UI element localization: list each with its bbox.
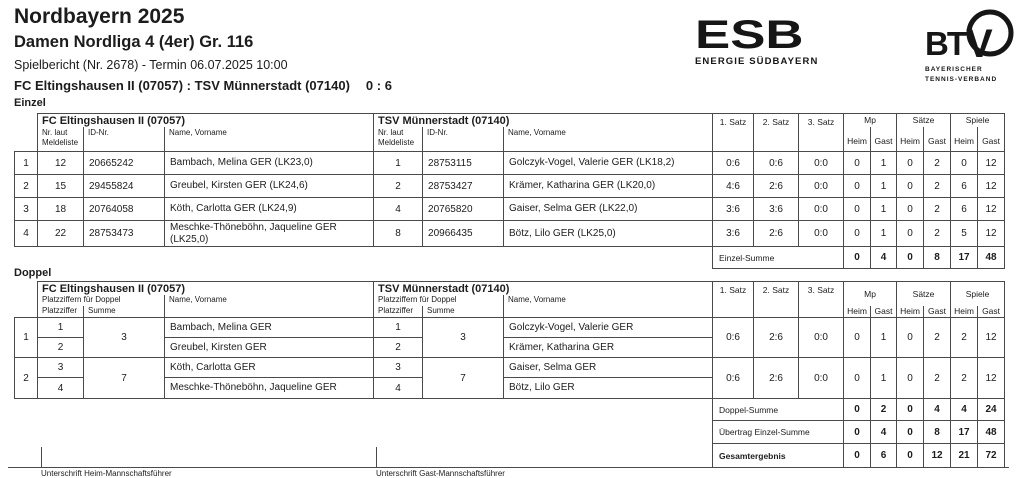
satz3-score: 0:0 (799, 152, 844, 175)
summe-mp-heim: 0 (844, 399, 871, 421)
page-title: Nordbayern 2025 (14, 5, 185, 28)
home-player: Bambach, Melina GER (LK23,0) (165, 152, 374, 175)
summe-mp-heim: 0 (844, 247, 871, 269)
mp-gast: 1 (871, 152, 897, 175)
guest-nr: 4 (374, 198, 423, 221)
col-mp-gast: Gast (871, 127, 897, 152)
signature-tick-guest (376, 447, 377, 467)
col-satz3: 3. Satz (799, 114, 844, 152)
satz1-score: 0:6 (713, 318, 754, 358)
satz3-score: 0:0 (799, 198, 844, 221)
uebertrag-mp-gast: 4 (871, 421, 897, 444)
home-platzziffer: 4 (38, 378, 84, 399)
col-spiele-heim: Heim (951, 306, 978, 318)
einzel-row-4 (15, 221, 1005, 247)
col-saetze-heim: Heim (897, 127, 924, 152)
uebertrag-spiele-gast: 48 (978, 421, 1005, 444)
home-nr: 12 (38, 152, 84, 175)
summe-mp-gast: 2 (871, 399, 897, 421)
col-mp: Mp (844, 114, 897, 127)
col-home-summe: Summe (84, 306, 165, 318)
gesamtergebnis-row (15, 444, 1005, 468)
esb-logo-text: ESB (695, 13, 804, 57)
guest-nr: 1 (374, 152, 423, 175)
uebertrag-spiele-heim: 17 (951, 421, 978, 444)
gesamtergebnis-label: Gesamtergebnis (713, 444, 844, 468)
guest-player: Gaiser, Selma GER (504, 358, 713, 378)
einzel-row-3 (15, 198, 1005, 221)
home-summe: 7 (84, 358, 165, 399)
col-home-id: ID-Nr. (84, 127, 165, 152)
col-mp: Mp (844, 282, 897, 306)
doppel-pos: 1 (15, 318, 38, 358)
satz2-score: 2:6 (754, 221, 799, 247)
einzel-table (14, 113, 1005, 269)
uebertrag-row (15, 421, 1005, 444)
satz3-score: 0:0 (799, 358, 844, 399)
doppel-home-club: FC Eltingshausen II (07057) (38, 282, 374, 295)
spiele-gast: 12 (978, 198, 1005, 221)
einzel-club-header-row (15, 114, 1005, 127)
col-spiele: Spiele (951, 282, 1005, 306)
saetze-gast: 2 (924, 175, 951, 198)
mp-gast: 1 (871, 221, 897, 247)
spiele-heim: 2 (951, 358, 978, 399)
spiele-heim: 2 (951, 318, 978, 358)
guest-id: 28753115 (423, 152, 504, 175)
match-result-line (14, 78, 392, 93)
uebertrag-label: Übertrag Einzel-Summe (713, 421, 844, 444)
col-mp-heim: Heim (844, 127, 871, 152)
guest-id: 20966435 (423, 221, 504, 247)
col-saetze: Sätze (897, 114, 951, 127)
saetze-heim: 0 (897, 358, 924, 399)
btv-logo (923, 6, 1023, 93)
match-score: 0 : 6 (365, 78, 392, 93)
guest-player: Gaiser, Selma GER (LK22,0) (504, 198, 713, 221)
guest-summe: 3 (423, 318, 504, 358)
guest-player: Krämer, Katharina GER (504, 338, 713, 358)
col-home-nr: Nr. laut Meldeliste (38, 127, 84, 152)
spiele-gast: 12 (978, 152, 1005, 175)
col-satz3: 3. Satz (799, 282, 844, 318)
satz2-score: 0:6 (754, 152, 799, 175)
guest-id: 20765820 (423, 198, 504, 221)
doppel-club-header-row (15, 282, 1005, 295)
home-player: Meschke-Thöneböhn, Jaqueline GER (165, 378, 374, 399)
col-guest-name: Name, Vorname (504, 295, 713, 318)
col-spiele-gast: Gast (978, 306, 1005, 318)
col-home-platzziffern: Platzziffern für Doppel (38, 295, 165, 306)
mp-gast: 1 (871, 198, 897, 221)
spiele-gast: 12 (978, 318, 1005, 358)
col-satz2: 2. Satz (754, 114, 799, 152)
gesamt-mp-gast: 6 (871, 444, 897, 468)
spiele-heim: 6 (951, 175, 978, 198)
einzel-summe-label: Einzel-Summe (713, 247, 844, 269)
col-guest-name: Name, Vorname (504, 127, 713, 152)
col-guest-nr: Nr. laut Meldeliste (374, 127, 423, 152)
doppel-1-row-a (15, 318, 1005, 338)
mp-heim: 0 (844, 358, 871, 399)
col-guest-id: ID-Nr. (423, 127, 504, 152)
home-nr: 18 (38, 198, 84, 221)
home-nr: 15 (38, 175, 84, 198)
satz1-score: 4:6 (713, 175, 754, 198)
home-id: 20764058 (84, 198, 165, 221)
home-player: Meschke-Thöneböhn, Jaqueline GER (LK25,0) (165, 221, 374, 247)
match-pos: 4 (15, 221, 38, 247)
satz2-score: 2:6 (754, 358, 799, 399)
saetze-heim: 0 (897, 318, 924, 358)
col-satz1: 1. Satz (713, 282, 754, 318)
spiele-heim: 6 (951, 198, 978, 221)
guest-player: Golczyk-Vogel, Valerie GER (504, 318, 713, 338)
signature-tick-home (41, 447, 42, 467)
guest-signature-label: Unterschrift Gast-Mannschaftsführer (376, 469, 505, 478)
col-mp-heim: Heim (844, 306, 871, 318)
col-saetze-gast: Gast (924, 127, 951, 152)
home-platzziffer: 2 (38, 338, 84, 358)
home-player: Greubel, Kirsten GER (165, 338, 374, 358)
satz2-score: 2:6 (754, 318, 799, 358)
col-home-name: Name, Vorname (165, 295, 374, 318)
einzel-row-2 (15, 175, 1005, 198)
mp-gast: 1 (871, 175, 897, 198)
col-mp-gast: Gast (871, 306, 897, 318)
saetze-heim: 0 (897, 198, 924, 221)
guest-summe: 7 (423, 358, 504, 399)
gesamt-spiele-gast: 72 (978, 444, 1005, 468)
mp-heim: 0 (844, 175, 871, 198)
mp-heim: 0 (844, 318, 871, 358)
home-player: Köth, Carlotta GER (LK24,9) (165, 198, 374, 221)
guest-platzziffer: 2 (374, 338, 423, 358)
signature-line (8, 467, 1009, 468)
col-home-platzziffer: Platzziffer (38, 306, 84, 318)
saetze-gast: 2 (924, 221, 951, 247)
mp-heim: 0 (844, 152, 871, 175)
satz1-score: 3:6 (713, 221, 754, 247)
summe-spiele-heim: 17 (951, 247, 978, 269)
gesamt-saetze-heim: 0 (897, 444, 924, 468)
guest-platzziffer: 4 (374, 378, 423, 399)
match-pos: 1 (15, 152, 38, 175)
report-info-line: Spielbericht (Nr. 2678) - Termin 06.07.2025 10:00 (14, 58, 288, 72)
satz1-score: 3:6 (713, 198, 754, 221)
match-pairing: FC Eltingshausen II (07057) : TSV Münnerstadt (07140) (14, 78, 350, 93)
col-saetze-heim: Heim (897, 306, 924, 318)
saetze-heim: 0 (897, 175, 924, 198)
home-summe: 3 (84, 318, 165, 358)
doppel-summe-row (15, 399, 1005, 421)
satz3-score: 0:0 (799, 175, 844, 198)
summe-mp-gast: 4 (871, 247, 897, 269)
einzel-guest-club: TSV Münnerstadt (07140) (374, 114, 713, 127)
einzel-home-club: FC Eltingshausen II (07057) (38, 114, 374, 127)
uebertrag-saetze-gast: 8 (924, 421, 951, 444)
col-guest-summe: Summe (423, 306, 504, 318)
satz3-score: 0:0 (799, 221, 844, 247)
guest-nr: 2 (374, 175, 423, 198)
btv-subtext-2: TENNIS-VERBAND (925, 76, 998, 83)
btv-subtext-1: BAYERISCHER (925, 66, 983, 73)
col-spiele-gast: Gast (978, 127, 1005, 152)
satz1-score: 0:6 (713, 152, 754, 175)
col-guest-platzziffern: Platzziffern für Doppel (374, 295, 504, 306)
home-platzziffer: 1 (38, 318, 84, 338)
match-pos: 3 (15, 198, 38, 221)
saetze-heim: 0 (897, 152, 924, 175)
home-id: 29455824 (84, 175, 165, 198)
home-id: 28753473 (84, 221, 165, 247)
summe-saetze-heim: 0 (897, 399, 924, 421)
guest-platzziffer: 3 (374, 358, 423, 378)
einzel-summe-row (15, 247, 1005, 269)
esb-logo (695, 13, 825, 68)
guest-nr: 8 (374, 221, 423, 247)
home-signature-label: Unterschrift Heim-Mannschaftsführer (41, 469, 172, 478)
btv-logo-graphic (923, 6, 1023, 88)
btv-logo-v: V (966, 22, 993, 66)
mp-gast: 1 (871, 358, 897, 399)
match-pos: 2 (15, 175, 38, 198)
satz1-score: 0:6 (713, 358, 754, 399)
esb-logo-subtext: ENERGIE SÜDBAYERN (695, 56, 819, 68)
col-saetze-gast: Gast (924, 306, 951, 318)
col-satz1: 1. Satz (713, 114, 754, 152)
spiele-heim: 5 (951, 221, 978, 247)
guest-player: Bötz, Lilo GER (LK25,0) (504, 221, 713, 247)
league-subtitle: Damen Nordliga 4 (4er) Gr. 116 (14, 33, 254, 51)
spiele-gast: 12 (978, 175, 1005, 198)
doppel-2-row-a (15, 358, 1005, 378)
saetze-heim: 0 (897, 221, 924, 247)
spiele-heim: 0 (951, 152, 978, 175)
einzel-section-label: Einzel (14, 97, 46, 109)
home-nr: 22 (38, 221, 84, 247)
uebertrag-mp-heim: 0 (844, 421, 871, 444)
doppel-guest-club: TSV Münnerstadt (07140) (374, 282, 713, 295)
col-saetze: Sätze (897, 282, 951, 306)
guest-player: Golczyk-Vogel, Valerie GER (LK18,2) (504, 152, 713, 175)
guest-platzziffer: 1 (374, 318, 423, 338)
col-guest-platzziffer: Platzziffer (374, 306, 423, 318)
saetze-gast: 2 (924, 198, 951, 221)
guest-player: Bötz, Lilo GER (504, 378, 713, 399)
summe-spiele-gast: 24 (978, 399, 1005, 421)
spiele-gast: 12 (978, 221, 1005, 247)
satz2-score: 2:6 (754, 175, 799, 198)
doppel-pos: 2 (15, 358, 38, 399)
btv-logo-bt: BT (925, 25, 965, 62)
satz2-score: 3:6 (754, 198, 799, 221)
summe-spiele-heim: 4 (951, 399, 978, 421)
col-spiele-heim: Heim (951, 127, 978, 152)
mp-heim: 0 (844, 198, 871, 221)
home-player: Bambach, Melina GER (165, 318, 374, 338)
doppel-table (14, 281, 1005, 468)
doppel-section-label: Doppel (14, 267, 52, 279)
home-player: Greubel, Kirsten GER (LK24,6) (165, 175, 374, 198)
gesamt-spiele-heim: 21 (951, 444, 978, 468)
mp-gast: 1 (871, 318, 897, 358)
home-player: Köth, Carlotta GER (165, 358, 374, 378)
summe-saetze-heim: 0 (897, 247, 924, 269)
guest-player: Krämer, Katharina GER (LK20,0) (504, 175, 713, 198)
col-satz2: 2. Satz (754, 282, 799, 318)
summe-saetze-gast: 8 (924, 247, 951, 269)
doppel-summe-label: Doppel-Summe (713, 399, 844, 421)
col-spiele: Spiele (951, 114, 1005, 127)
einzel-row-1 (15, 152, 1005, 175)
summe-saetze-gast: 4 (924, 399, 951, 421)
saetze-gast: 2 (924, 318, 951, 358)
gesamt-mp-heim: 0 (844, 444, 871, 468)
einzel-column-header-row (15, 127, 1005, 152)
mp-heim: 0 (844, 221, 871, 247)
uebertrag-saetze-heim: 0 (897, 421, 924, 444)
summe-spiele-gast: 48 (978, 247, 1005, 269)
guest-id: 28753427 (423, 175, 504, 198)
saetze-gast: 2 (924, 358, 951, 399)
spiele-gast: 12 (978, 358, 1005, 399)
gesamt-saetze-gast: 12 (924, 444, 951, 468)
satz3-score: 0:0 (799, 318, 844, 358)
home-id: 20665242 (84, 152, 165, 175)
home-platzziffer: 3 (38, 358, 84, 378)
saetze-gast: 2 (924, 152, 951, 175)
col-home-name: Name, Vorname (165, 127, 374, 152)
